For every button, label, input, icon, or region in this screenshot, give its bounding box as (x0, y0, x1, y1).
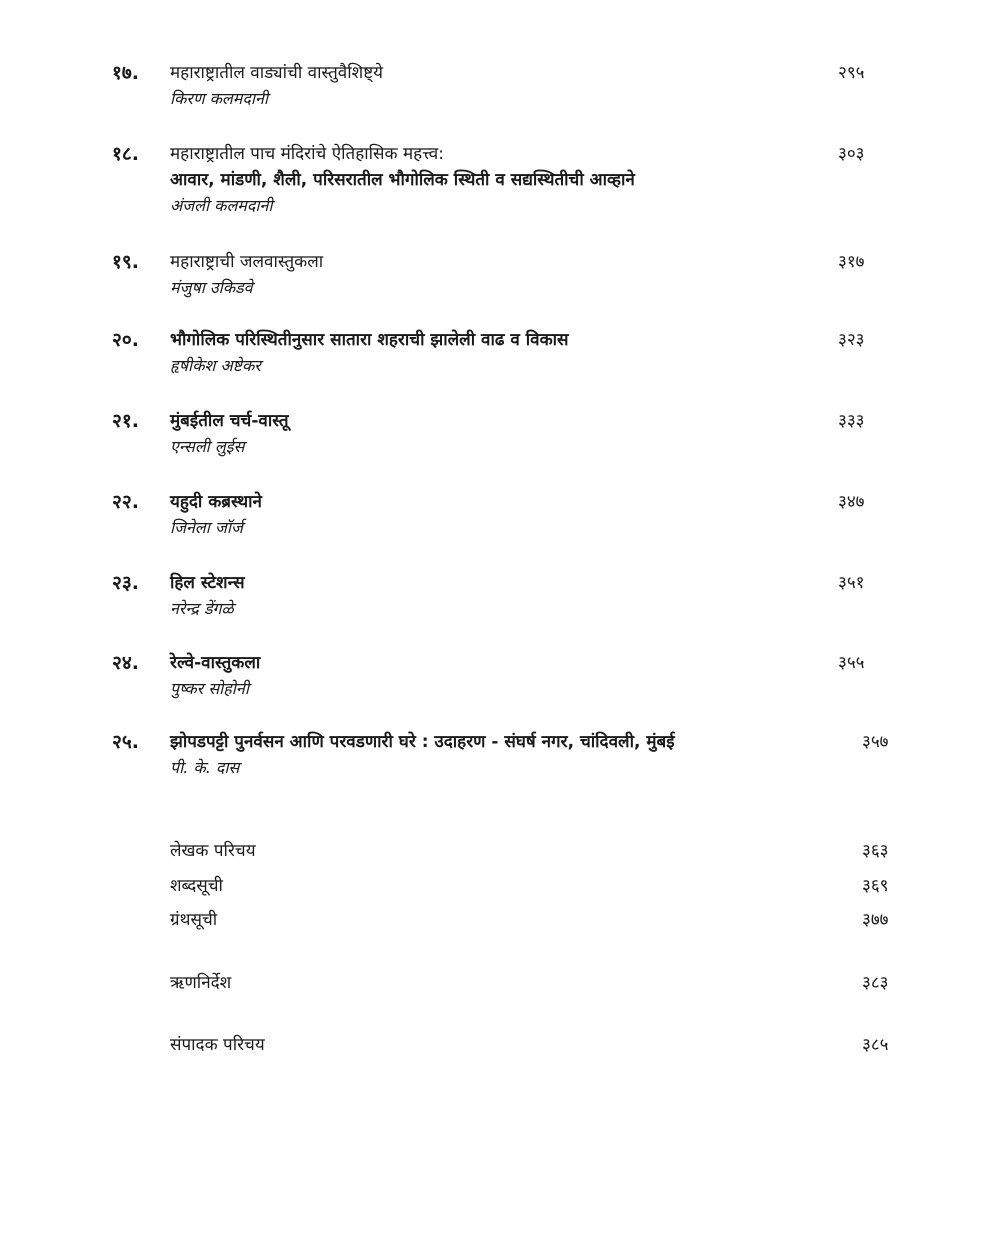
entry-page-number: ३३३ (838, 411, 865, 431)
entry-number: २४. (112, 652, 139, 674)
entry-page-number: ३५१ (838, 573, 865, 593)
appendix-label: ऋणनिर्देश (170, 973, 232, 993)
entry-subtitle: आवार, मांडणी, शैली, परिसरातील भौगोलिक स्थिती व सद्यस्थितीची आव्हाने (170, 170, 635, 190)
entry-title: महाराष्ट्राची जलवास्तुकला (170, 252, 324, 272)
entry-page-number: ३०३ (838, 144, 865, 164)
entry-title: महाराष्ट्रातील वाड्यांची वास्तुवैशिष्ट्ये (170, 63, 384, 83)
entry-page-number: ३२३ (838, 330, 865, 350)
appendix-page-number: ३८३ (862, 973, 889, 993)
appendix-page-number: ३७७ (862, 910, 889, 930)
entry-author: नरेन्द्र डेंगळे (170, 599, 234, 618)
entry-author: किरण कलमदानी (170, 89, 268, 108)
entry-number: १९. (112, 251, 139, 273)
appendix-page-number: ३६३ (862, 841, 889, 861)
appendix-page-number: ३८५ (862, 1035, 889, 1055)
entry-author: हृषीकेश अष्टेकर (170, 356, 261, 375)
entry-title: हिल स्टेशन्स (170, 573, 245, 593)
entry-number: २०. (112, 329, 139, 351)
entry-page-number: २९५ (838, 63, 865, 83)
entry-number: २३. (112, 572, 139, 594)
entry-page-number: ३१७ (838, 252, 865, 272)
entry-author: पी. के. दास (170, 758, 240, 777)
entry-number: २५. (112, 731, 139, 753)
entry-title: भौगोलिक परिस्थितीनुसार सातारा शहराची झालेली वाढ व विकास (170, 330, 569, 350)
appendix-label: शब्दसूची (170, 876, 223, 896)
entry-title: यहुदी कब्रस्थाने (170, 492, 262, 512)
entry-number: १७. (112, 62, 139, 84)
entry-author: एन्सली लुईस (170, 437, 245, 456)
entry-author: अंजली कलमदानी (170, 196, 273, 215)
entry-author: मंजुषा उकिडवे (170, 278, 253, 297)
entry-title: महाराष्ट्रातील पाच मंदिरांचे ऐतिहासिक महत्त्व: (170, 144, 444, 164)
entry-number: २२. (112, 491, 139, 513)
appendix-label: ग्रंथसूची (170, 910, 218, 930)
entry-title: रेल्वे-वास्तुकला (170, 653, 261, 673)
appendix-page-number: ३६९ (862, 876, 889, 896)
entry-number: १८. (112, 143, 139, 165)
entry-title: मुंबईतील चर्च-वास्तू (170, 411, 289, 431)
entry-page-number: ३४७ (838, 492, 865, 512)
entry-number: २१. (112, 410, 139, 432)
entry-author: पुष्कर सोहोनी (170, 679, 249, 698)
appendix-label: लेखक परिचय (170, 841, 256, 861)
entry-page-number: ३५५ (838, 653, 865, 673)
appendix-label: संपादक परिचय (170, 1035, 265, 1055)
entry-page-number: ३५७ (862, 732, 889, 752)
entry-author: जिनेला जॉर्ज (170, 518, 243, 537)
entry-title: झोपडपट्टी पुनर्वसन आणि परवडणारी घरे : उदाहरण - संघर्ष नगर, चांदिवली, मुंबई (170, 732, 675, 752)
